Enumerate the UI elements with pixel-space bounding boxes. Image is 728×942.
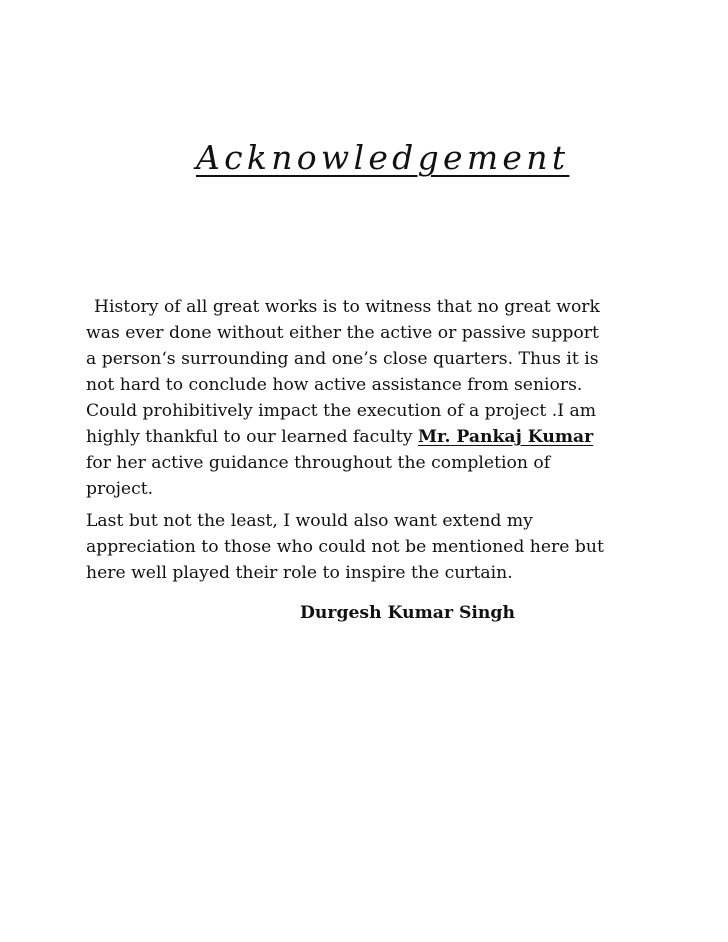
page-title: Acknowledgement xyxy=(196,138,570,177)
paragraph-line: appreciation to those who could not be mentioned here but xyxy=(86,537,604,557)
paragraph-1 xyxy=(86,294,646,502)
paragraph-line: was ever done without either the active or passive support xyxy=(86,323,599,343)
acknowledgement-body xyxy=(86,294,646,586)
paragraph-line: Could prohibitively impact the execution of a project .I am xyxy=(86,401,596,421)
paragraph-line: not hard to conclude how active assistance from seniors. xyxy=(86,375,583,395)
paragraph-line: a person‘s surrounding and one’s close quarters. Thus it is xyxy=(86,349,599,369)
faculty-name: Mr. Pankaj Kumar xyxy=(417,427,594,447)
paragraph-line: project. xyxy=(86,479,154,499)
signature-name: Durgesh Kumar Singh xyxy=(300,603,515,623)
paragraph-2 xyxy=(86,508,646,586)
paragraph-line: here well played their role to inspire the curtain. xyxy=(86,563,513,583)
paragraph-line-with-faculty xyxy=(86,424,646,450)
faculty-intro-text: highly thankful to our learned faculty xyxy=(86,427,418,447)
paragraph-line: History of all great works is to witness that no great work xyxy=(94,297,600,317)
paragraph-line: Last but not the least, I would also want extend my xyxy=(86,511,533,531)
paragraph-line: for her active guidance throughout the completion of xyxy=(86,453,551,473)
